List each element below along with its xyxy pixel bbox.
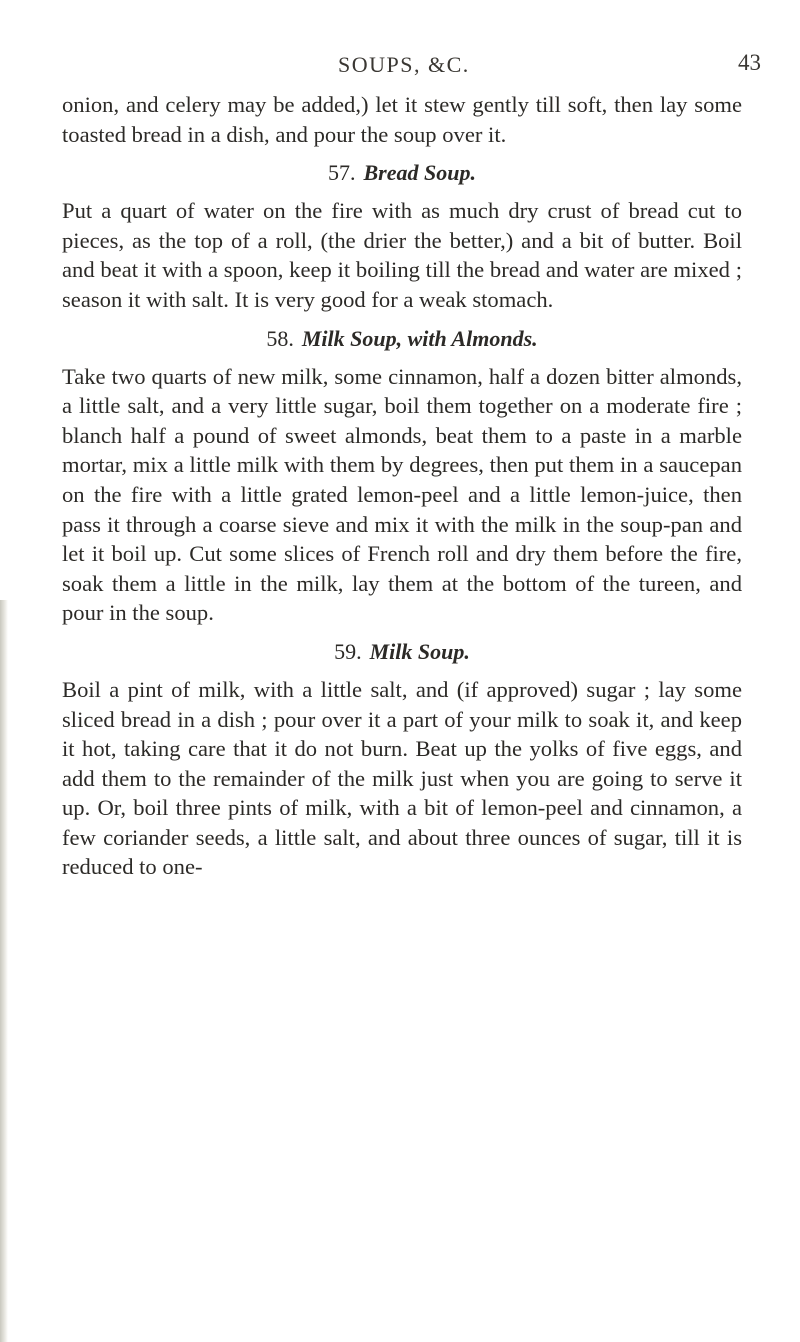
recipe-title: Bread Soup. [363,160,476,186]
recipe-number: 57. [328,160,356,186]
recipe-title: Milk Soup. [369,638,470,664]
recipe-text-59: Boil a pint of milk, with a little salt, and (if approved) sugar ; lay some sliced bread in a dish ; pour over it a part of your milk to soak it, and keep it hot, taking care that it do not burn. Beat up the yolks of five eggs, and add them to the remainder of the milk just when you are going to serve it up. Or, boil three pints of milk, with a bit of lemon-peel and cinnamon, a few coriander seeds, a little salt, and about three ounces of sugar, till it is reduced to one- [62,676,742,880]
running-head: SOUPS, &C. [338,52,470,77]
page-binding-edge [0,600,8,1342]
body-text [62,90,742,882]
recipe-number: 58. [266,325,294,351]
recipe-text-58: Take two quarts of new milk, some cinnamon, half a dozen bitter almonds, a little salt, and a very little sugar, boil them together on a moderate fire ; blanch half a pound of sweet almonds, beat them to a paste in a marble mortar, mix a little milk with them by degrees, then put them in a saucepan on the fire with a little grated lemon-peel and a little lemon-juice, then pass it through a coarse sieve and mix it with the milk in the soup-pan and let it boil up. Cut some slices of French roll and dry them before the fire, soak them a little in the milk, lay them at the bottom of the tureen, and pour in the soup. [62,363,742,626]
recipe-number: 59. [334,638,362,664]
recipe-heading-58 [62,324,742,354]
recipe-text-57: Put a quart of water on the fire with as much dry crust of bread cut to pieces, as the top of a roll, (the drier the better,) and a bit of butter. Boil and beat it with a spoon, keep it boiling till the bread and water are mixed ; season it with salt. It is very good for a weak stomach. [62,198,742,312]
intro-paragraph: onion, and celery may be added,) let it stew gently till soft, then lay some toasted bread in a dish, and pour the soup over it. [62,92,742,147]
recipe-title: Milk Soup, with Almonds. [301,325,538,351]
recipe-heading-59 [62,637,742,667]
page-number: 43 [738,50,761,75]
recipe-heading-57 [62,158,742,188]
